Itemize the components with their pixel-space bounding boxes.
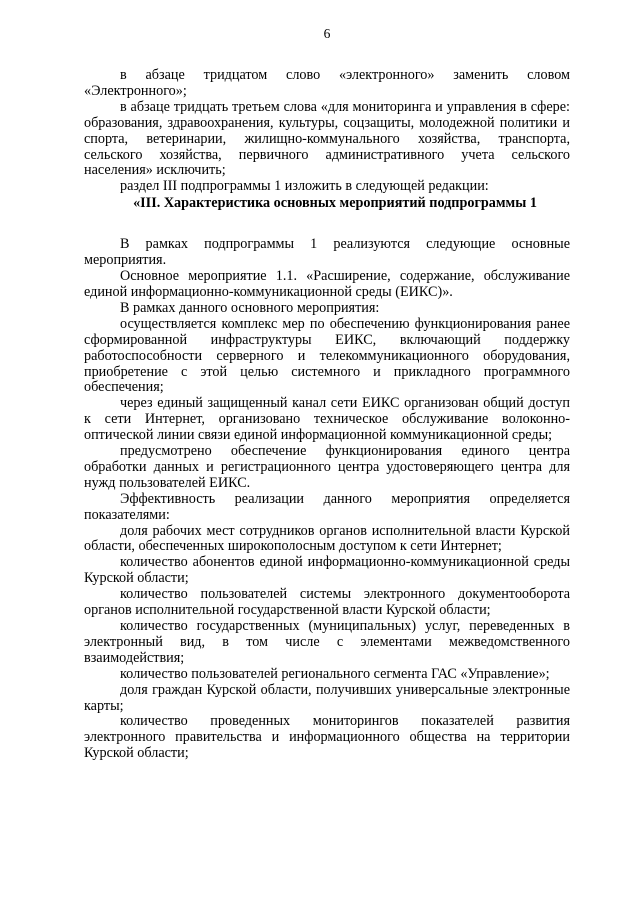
paragraph: количество государственных (муниципальных) услуг, переведенных в электронный вид, в том числе с элементами межведомственного взаимодействия; bbox=[84, 618, 570, 666]
page-number: 6 bbox=[323, 26, 331, 41]
paragraph: раздел III подпрограммы 1 изложить в следующей редакции: bbox=[120, 178, 489, 195]
paragraph: доля граждан Курской области, получивших универсальные электронные карты; bbox=[84, 681, 570, 714]
paragraph: Основное мероприятие 1.1. «Расширение, содержание, обслуживание единой информационно-коммуникационной среды (ЕИКС)». bbox=[84, 268, 570, 300]
paragraph: в абзаце тридцать третьем слова «для мониторинга и управления в сфере: образования, здравоохранения, культуры, соцзащиты, молодежной политики и спорта, ветеринарии, жилищно-коммунального хозяйства, транспорта, сельского хозяйства, первичного административного учета сельского населения» исключить; bbox=[84, 98, 570, 179]
paragraph: В рамках данного основного мероприятия: bbox=[120, 299, 380, 316]
section-body bbox=[84, 237, 570, 762]
section-heading: «III. Характеристика основных мероприятий подпрограммы 1 bbox=[133, 195, 537, 212]
paragraph: Эффективность реализации данного мероприятия определяется показателями: bbox=[84, 490, 570, 523]
paragraph: количество пользователей регионального сегмента ГАС «Управление»; bbox=[120, 665, 550, 682]
paragraph: через единый защищенный канал сети ЕИКС организован общий доступ к сети Интернет, организовано техническое обслуживание волоконно-оптической линии связи единой информационной коммуникационной среды; bbox=[84, 395, 570, 444]
paragraph: доля рабочих мест сотрудников органов исполнительной власти Курской области, обеспеченных широкополосным доступом к сети Интернет; bbox=[84, 522, 570, 555]
document-page bbox=[84, 26, 570, 762]
amendment-text bbox=[84, 68, 570, 195]
paragraph: количество проведенных мониторингов показателей развития электронного правительства и информационного общества на территории Курской области; bbox=[84, 713, 570, 762]
paragraph: количество пользователей системы электронного документооборота органов исполнительной государственной власти Курской области; bbox=[84, 586, 570, 619]
paragraph: предусмотрено обеспечение функционирования единого центра обработки данных и регистрационного центра удостоверяющего центра для нужд пользователей ЕИКС. bbox=[84, 443, 570, 491]
paragraph: количество абонентов единой информационно-коммуникационной среды Курской области; bbox=[84, 554, 570, 587]
paragraph: в абзаце тридцатом слово «электронного» заменить словом «Электронного»; bbox=[84, 67, 570, 99]
paragraph: В рамках подпрограммы 1 реализуются следующие основные мероприятия. bbox=[84, 236, 570, 269]
paragraph: осуществляется комплекс мер по обеспечению функционирования ранее сформированной инфраструктуры ЕИКС, включающий поддержку работоспособности серверного и телекоммуникационного оборудования, приобретение с этой целью системного и прикладного программного обеспечения; bbox=[84, 315, 570, 396]
